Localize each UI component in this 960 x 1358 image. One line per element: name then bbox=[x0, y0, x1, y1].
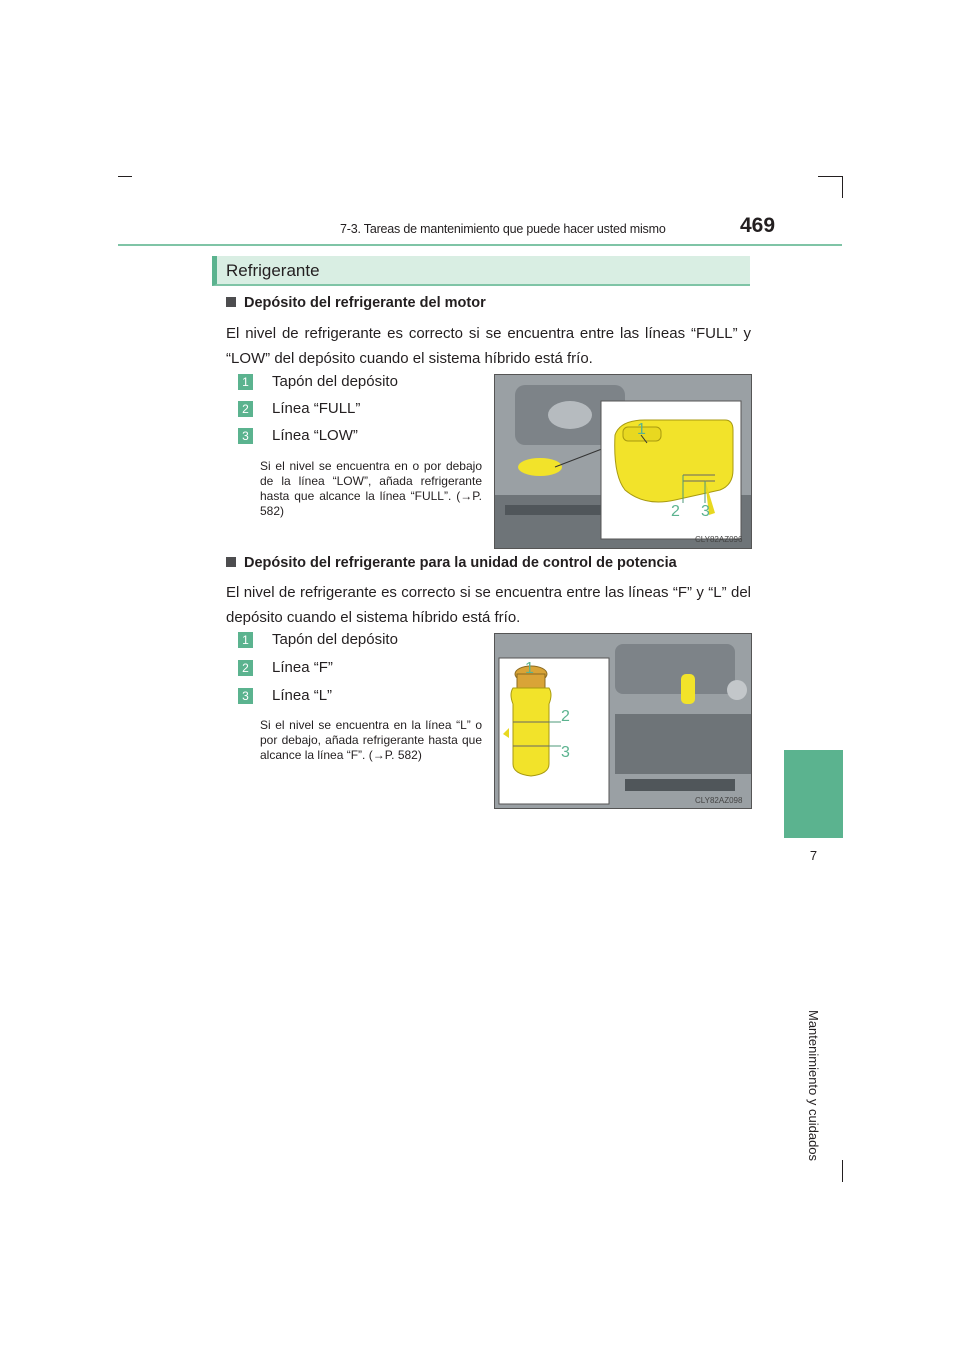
item-number: 2 bbox=[238, 401, 253, 417]
square-bullet-icon bbox=[226, 297, 236, 307]
engine-item-2: Línea “FULL” bbox=[272, 400, 361, 417]
item-number: 1 bbox=[238, 632, 253, 648]
square-bullet-icon bbox=[226, 557, 236, 567]
figure-code: CLY82AZ096 bbox=[695, 535, 743, 544]
pcu-heading bbox=[226, 555, 677, 571]
pcu-reservoir-figure bbox=[494, 633, 752, 809]
pcu-item-1: Tapón del depósito bbox=[272, 631, 398, 648]
engine-bay-illustration bbox=[495, 375, 751, 548]
crop-mark bbox=[842, 176, 843, 198]
callout-2: 2 bbox=[671, 503, 680, 520]
engine-heading-text: Depósito del refrigerante del motor bbox=[244, 295, 486, 311]
callout-1: 1 bbox=[525, 660, 534, 677]
item-number: 3 bbox=[238, 428, 253, 444]
crop-mark bbox=[842, 1160, 843, 1182]
page-number: 469 bbox=[740, 214, 776, 237]
callout-2: 2 bbox=[561, 708, 570, 725]
chapter-number: 7 bbox=[809, 848, 818, 863]
pcu-paragraph: El nivel de refrigerante es correcto si se encuentra entre las líneas “F” y “L” del depósito cuando el sistema híbrido está frío. bbox=[226, 584, 751, 626]
crop-mark bbox=[118, 176, 132, 177]
header-rule bbox=[118, 244, 842, 246]
pcu-heading-text: Depósito del refrigerante para la unidad de control de potencia bbox=[244, 555, 677, 571]
pcu-item-3: Línea “L” bbox=[272, 687, 333, 704]
engine-paragraph: El nivel de refrigerante es correcto si se encuentra entre las líneas “FULL” y “LOW” del depósito cuando el sistema híbrido está frío. bbox=[226, 325, 751, 367]
section-title: Refrigerante bbox=[226, 261, 320, 280]
callout-3: 3 bbox=[701, 503, 710, 520]
pcu-note: Si el nivel se encuentra en la línea “L” o por debajo, añada refrigerante hasta que alcance la línea “F”. (→P. 582) bbox=[260, 718, 482, 762]
running-header: 7-3. Tareas de mantenimiento que puede hacer usted mismo bbox=[340, 222, 666, 236]
pcu-item-2: Línea “F” bbox=[272, 659, 333, 676]
callout-3: 3 bbox=[561, 744, 570, 761]
engine-note: Si el nivel se encuentra en o por debajo de la línea “LOW”, añada refrigerante hasta que alcance la línea “FULL”. (→P. 582) bbox=[260, 459, 482, 518]
item-number: 3 bbox=[238, 688, 253, 704]
callout-1: 1 bbox=[637, 421, 646, 438]
engine-heading bbox=[226, 295, 486, 311]
figure-code: CLY82AZ098 bbox=[695, 796, 743, 805]
engine-item-1: Tapón del depósito bbox=[272, 373, 398, 390]
engine-reservoir-figure bbox=[494, 374, 752, 549]
item-number: 2 bbox=[238, 660, 253, 676]
chapter-tab bbox=[784, 750, 843, 838]
engine-item-3: Línea “LOW” bbox=[272, 427, 358, 444]
item-number: 1 bbox=[238, 374, 253, 390]
crop-mark bbox=[818, 176, 842, 177]
chapter-label: Mantenimiento y cuidados bbox=[806, 1010, 821, 1162]
